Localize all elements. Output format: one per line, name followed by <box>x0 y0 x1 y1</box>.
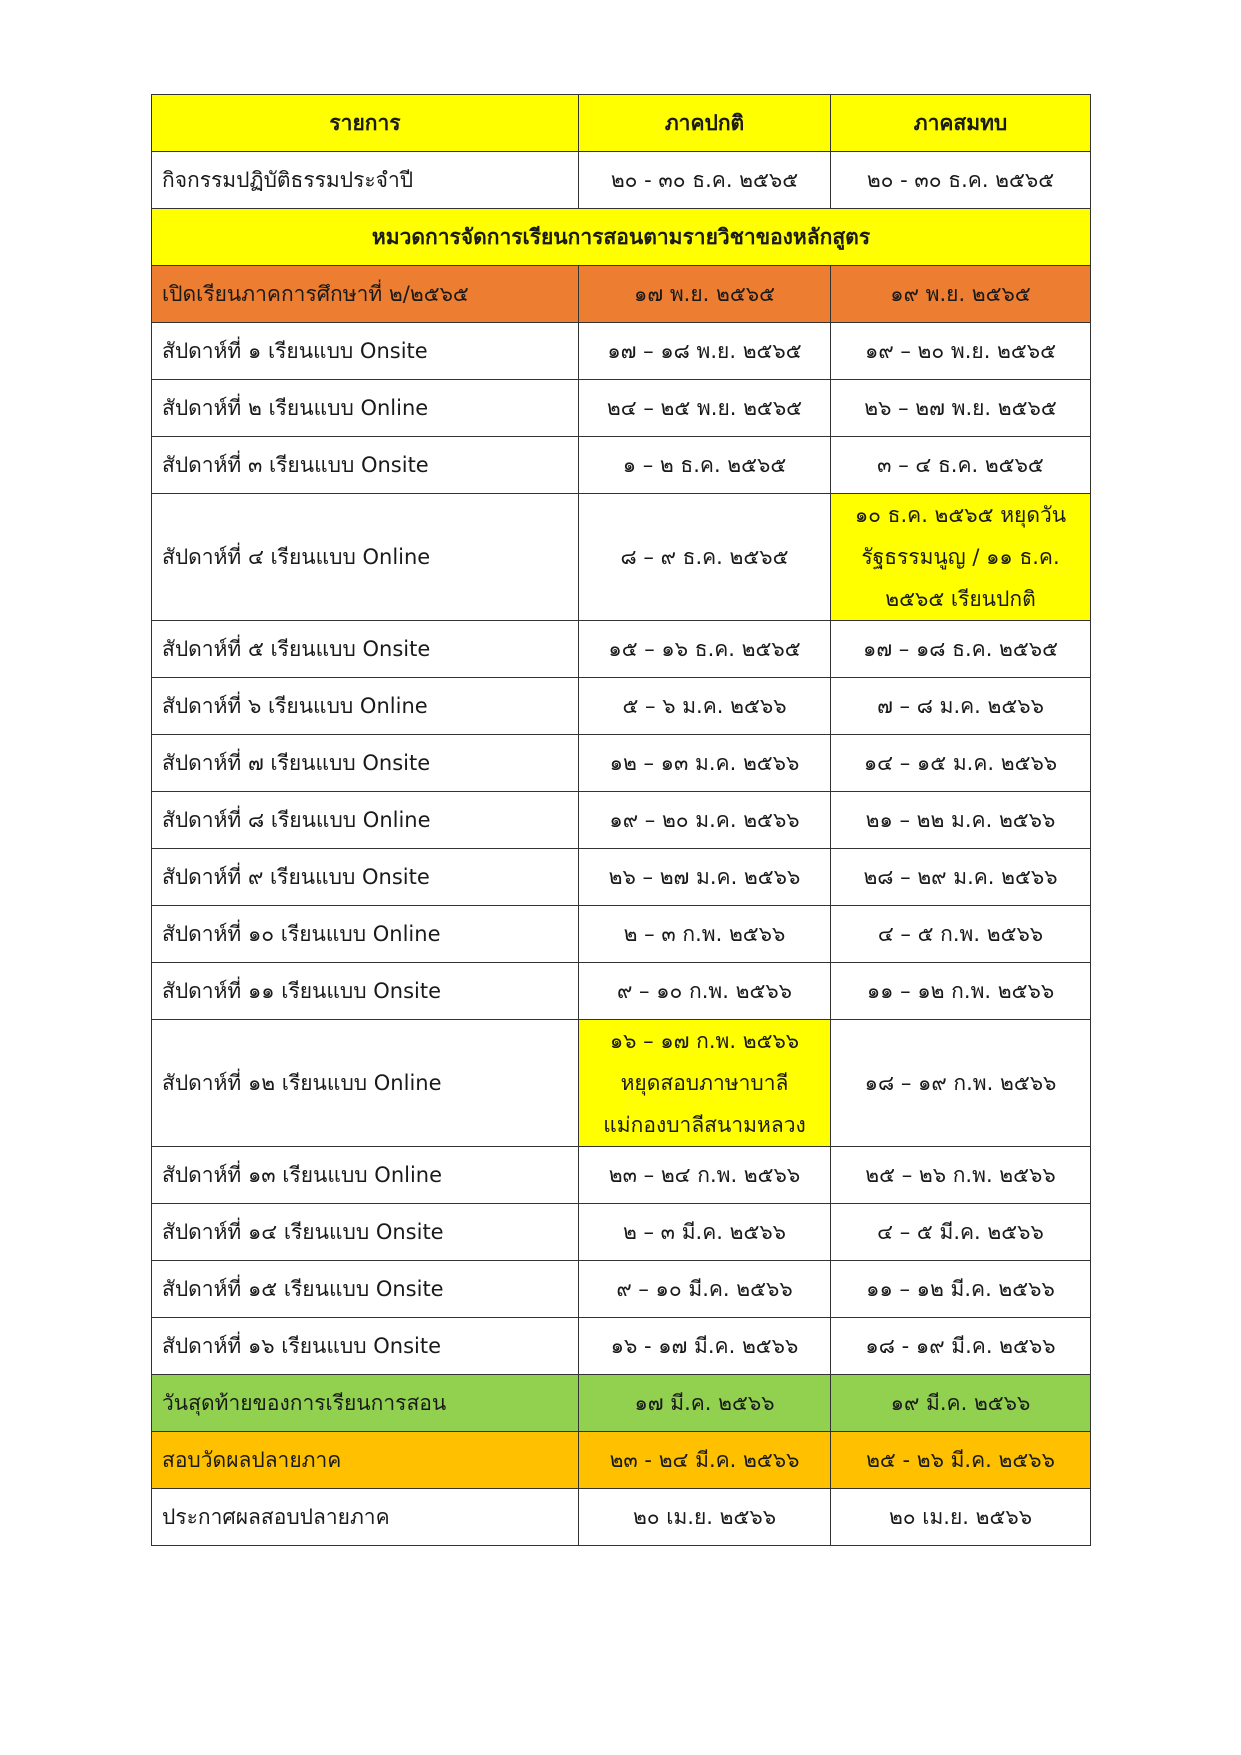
table-row <box>152 1318 1091 1375</box>
regular-date-cell: ๘ – ๙ ธ.ค. ๒๕๖๕ <box>579 494 831 621</box>
section-heading: หมวดการจัดการเรียนการสอนตามรายวิชาของหลักสูตร <box>152 209 1091 266</box>
regular-date-cell: ๑๗ พ.ย. ๒๕๖๕ <box>579 266 831 323</box>
table-row <box>152 494 1091 621</box>
regular-date-cell: ๑๗ มี.ค. ๒๕๖๖ <box>579 1375 831 1432</box>
special-date-cell: ๒๖ – ๒๗ พ.ย. ๒๕๖๕ <box>831 380 1091 437</box>
item-cell: สัปดาห์ที่ ๕ เรียนแบบ Onsite <box>152 621 579 678</box>
special-date-cell: ๒๕ – ๒๖ ก.พ. ๒๕๖๖ <box>831 1147 1091 1204</box>
item-cell: สัปดาห์ที่ ๑๕ เรียนแบบ Onsite <box>152 1261 579 1318</box>
regular-date-cell: ๒๐ - ๓๐ ธ.ค. ๒๕๖๕ <box>579 152 831 209</box>
header-row <box>152 95 1091 152</box>
special-date-cell: ๑๑ – ๑๒ มี.ค. ๒๕๖๖ <box>831 1261 1091 1318</box>
item-cell: สัปดาห์ที่ ๑๐ เรียนแบบ Online <box>152 906 579 963</box>
regular-date-cell: ๒๓ - ๒๔ มี.ค. ๒๕๖๖ <box>579 1432 831 1489</box>
regular-date-cell: ๕ – ๖ ม.ค. ๒๕๖๖ <box>579 678 831 735</box>
item-cell: สัปดาห์ที่ ๘ เรียนแบบ Online <box>152 792 579 849</box>
regular-date-cell: ๑๖ - ๑๗ มี.ค. ๒๕๖๖ <box>579 1318 831 1375</box>
special-date-cell: ๑๙ มี.ค. ๒๕๖๖ <box>831 1375 1091 1432</box>
table-row <box>152 266 1091 323</box>
special-date-note-cell: ๑๐ ธ.ค. ๒๕๖๕ หยุดวันรัฐธรรมนูญ / ๑๑ ธ.ค. ๒๕๖๕ เรียนปกติ <box>831 494 1091 621</box>
item-cell: กิจกรรมปฏิบัติธรรมประจำปี <box>152 152 579 209</box>
table-row <box>152 1261 1091 1318</box>
special-date-cell: ๑๔ – ๑๕ ม.ค. ๒๕๖๖ <box>831 735 1091 792</box>
item-cell: สัปดาห์ที่ ๑๔ เรียนแบบ Onsite <box>152 1204 579 1261</box>
item-cell: สัปดาห์ที่ ๑๖ เรียนแบบ Onsite <box>152 1318 579 1375</box>
item-cell: สัปดาห์ที่ ๑ เรียนแบบ Onsite <box>152 323 579 380</box>
special-date-cell: ๗ – ๘ ม.ค. ๒๕๖๖ <box>831 678 1091 735</box>
table-row <box>152 1375 1091 1432</box>
regular-date-cell: ๙ – ๑๐ ก.พ. ๒๕๖๖ <box>579 963 831 1020</box>
regular-date-cell: ๑๒ – ๑๓ ม.ค. ๒๕๖๖ <box>579 735 831 792</box>
regular-date-cell: ๒๐ เม.ย. ๒๕๖๖ <box>579 1489 831 1546</box>
table-row <box>152 437 1091 494</box>
table-row <box>152 621 1091 678</box>
regular-date-cell: ๑๙ – ๒๐ ม.ค. ๒๕๖๖ <box>579 792 831 849</box>
regular-date-cell: ๒ – ๓ ก.พ. ๒๕๖๖ <box>579 906 831 963</box>
special-date-cell: ๑๙ พ.ย. ๒๕๖๕ <box>831 266 1091 323</box>
item-cell: สัปดาห์ที่ ๗ เรียนแบบ Onsite <box>152 735 579 792</box>
header-special: ภาคสมทบ <box>831 95 1091 152</box>
special-date-cell: ๑๗ – ๑๘ ธ.ค. ๒๕๖๕ <box>831 621 1091 678</box>
special-date-cell: ๔ – ๕ มี.ค. ๒๕๖๖ <box>831 1204 1091 1261</box>
table-row <box>152 1147 1091 1204</box>
header-regular: ภาคปกติ <box>579 95 831 152</box>
special-date-cell: ๑๑ – ๑๒ ก.พ. ๒๕๖๖ <box>831 963 1091 1020</box>
item-cell: สัปดาห์ที่ ๑๒ เรียนแบบ Online <box>152 1020 579 1147</box>
table-row <box>152 792 1091 849</box>
table-row <box>152 735 1091 792</box>
special-date-cell: ๔ – ๕ ก.พ. ๒๕๖๖ <box>831 906 1091 963</box>
regular-date-cell: ๒๔ – ๒๕ พ.ย. ๒๕๖๕ <box>579 380 831 437</box>
regular-date-cell: ๑๗ – ๑๘ พ.ย. ๒๕๖๕ <box>579 323 831 380</box>
regular-date-cell: ๑ – ๒ ธ.ค. ๒๕๖๕ <box>579 437 831 494</box>
item-cell: สัปดาห์ที่ ๔ เรียนแบบ Online <box>152 494 579 621</box>
item-cell: ประกาศผลสอบปลายภาค <box>152 1489 579 1546</box>
item-cell: สัปดาห์ที่ ๓ เรียนแบบ Onsite <box>152 437 579 494</box>
special-date-cell: ๑๙ – ๒๐ พ.ย. ๒๕๖๕ <box>831 323 1091 380</box>
item-cell: สัปดาห์ที่ ๖ เรียนแบบ Online <box>152 678 579 735</box>
special-date-cell: ๑๘ – ๑๙ ก.พ. ๒๕๖๖ <box>831 1020 1091 1147</box>
regular-date-cell: ๙ – ๑๐ มี.ค. ๒๕๖๖ <box>579 1261 831 1318</box>
item-cell: เปิดเรียนภาคการศึกษาที่ ๒/๒๕๖๕ <box>152 266 579 323</box>
academic-calendar-table <box>151 94 1091 1546</box>
table-row <box>152 678 1091 735</box>
special-date-cell: ๒๕ - ๒๖ มี.ค. ๒๕๖๖ <box>831 1432 1091 1489</box>
item-cell: วันสุดท้ายของการเรียนการสอน <box>152 1375 579 1432</box>
item-cell: สัปดาห์ที่ ๑๑ เรียนแบบ Onsite <box>152 963 579 1020</box>
special-date-cell: ๒๘ – ๒๙ ม.ค. ๒๕๖๖ <box>831 849 1091 906</box>
table-row <box>152 1204 1091 1261</box>
regular-date-cell: ๒๖ – ๒๗ ม.ค. ๒๕๖๖ <box>579 849 831 906</box>
item-cell: สัปดาห์ที่ ๒ เรียนแบบ Online <box>152 380 579 437</box>
special-date-cell: ๑๘ - ๑๙ มี.ค. ๒๕๖๖ <box>831 1318 1091 1375</box>
table-row <box>152 152 1091 209</box>
table-row <box>152 849 1091 906</box>
table-row <box>152 906 1091 963</box>
item-cell: สัปดาห์ที่ ๑๓ เรียนแบบ Online <box>152 1147 579 1204</box>
table-row <box>152 1432 1091 1489</box>
regular-date-cell: ๒๓ – ๒๔ ก.พ. ๒๕๖๖ <box>579 1147 831 1204</box>
special-date-cell: ๒๐ เม.ย. ๒๕๖๖ <box>831 1489 1091 1546</box>
table-row <box>152 1020 1091 1147</box>
section-row <box>152 209 1091 266</box>
header-item: รายการ <box>152 95 579 152</box>
table-row <box>152 1489 1091 1546</box>
table-row <box>152 380 1091 437</box>
table-row <box>152 323 1091 380</box>
item-cell: สอบวัดผลปลายภาค <box>152 1432 579 1489</box>
regular-date-cell: ๑๕ – ๑๖ ธ.ค. ๒๕๖๕ <box>579 621 831 678</box>
table-row <box>152 963 1091 1020</box>
item-cell: สัปดาห์ที่ ๙ เรียนแบบ Onsite <box>152 849 579 906</box>
special-date-cell: ๒๐ - ๓๐ ธ.ค. ๒๕๖๕ <box>831 152 1091 209</box>
special-date-cell: ๒๑ – ๒๒ ม.ค. ๒๕๖๖ <box>831 792 1091 849</box>
regular-date-note-cell: ๑๖ – ๑๗ ก.พ. ๒๕๖๖ หยุดสอบภาษาบาลี แม่กองบาลีสนามหลวง <box>579 1020 831 1147</box>
special-date-cell: ๓ – ๔ ธ.ค. ๒๕๖๕ <box>831 437 1091 494</box>
regular-date-cell: ๒ – ๓ มี.ค. ๒๕๖๖ <box>579 1204 831 1261</box>
